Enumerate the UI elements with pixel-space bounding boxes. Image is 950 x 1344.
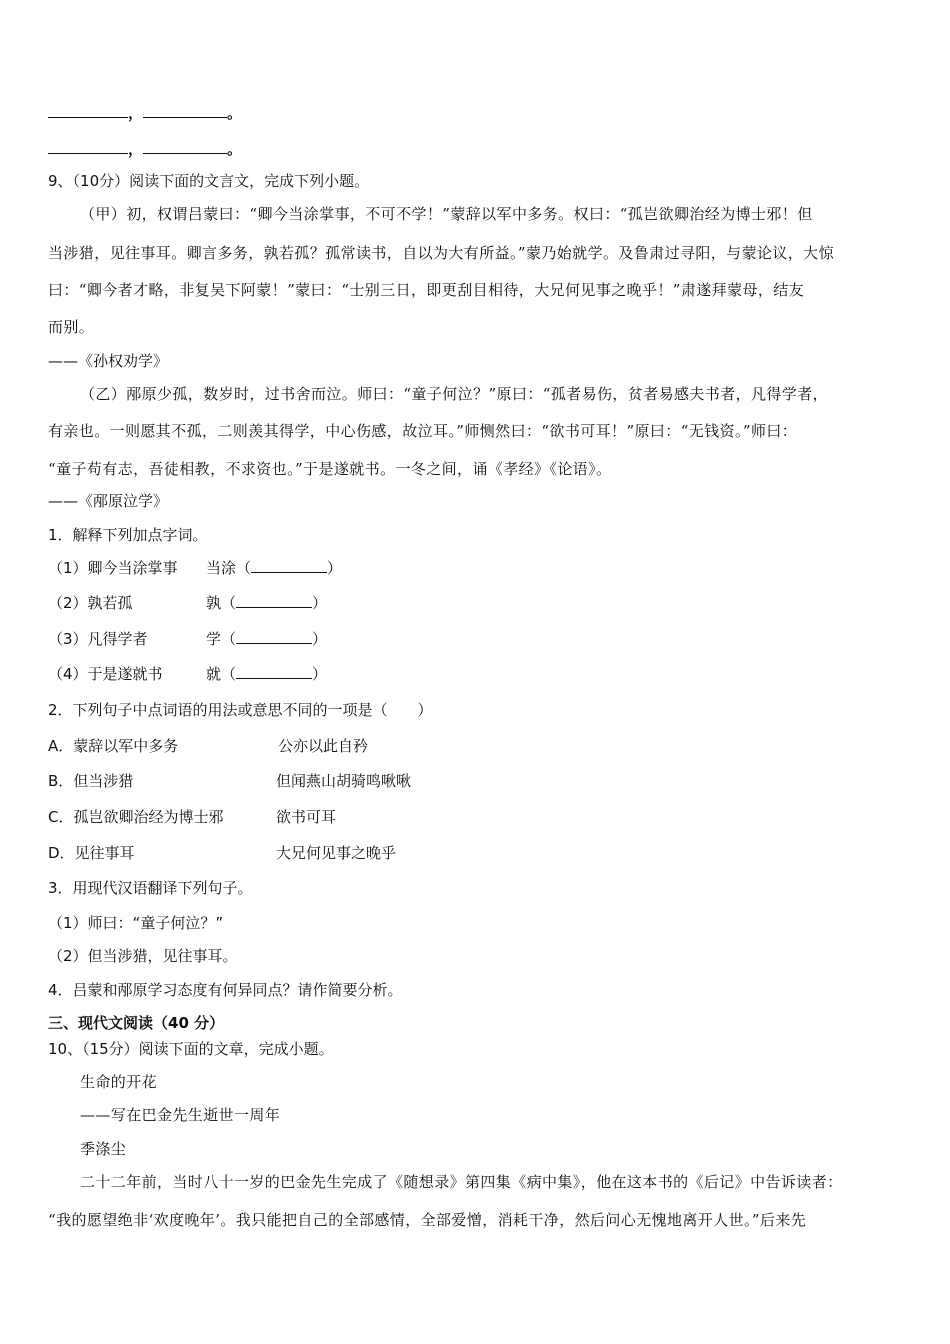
answer-blank[interactable] <box>48 153 128 154</box>
answer-blank[interactable] <box>251 572 327 573</box>
passage-jia-line: 曰：“卿今者才略，非复吴下阿蒙！”蒙曰：“士别三日，即更刮目相待，大兄何见事之晚乎！”肃遂拜蒙母，结友 <box>48 281 805 299</box>
sub1-item-no: （2）孰若孤 <box>48 594 133 612</box>
sub3-title: 3．用现代汉语翻译下列句子。 <box>48 879 253 897</box>
sub1-item-no: （3）凡得学者 <box>48 630 148 648</box>
option-c[interactable]: C．孤岂欲卿治经为博士邪 <box>48 808 224 826</box>
passage-yi-source: ——《邴原泣学》 <box>48 492 169 510</box>
article-title: 生命的开花 <box>80 1073 158 1091</box>
passage-jia-source: ——《孙权劝学》 <box>48 352 169 370</box>
article-body-line: 二十二年前，当时八十一岁的巴金先生完成了《随想录》第四集《病中集》，他在这本书的《后记》中告诉读者： <box>80 1173 843 1191</box>
article-body-line: “我的愿望绝非‘欢度晚年’。我只能把自己的全部感情，全部爱憎，消耗干净，然后问心无愧地离开人世。”后来先 <box>48 1211 807 1229</box>
article-author: 季涤尘 <box>80 1140 127 1158</box>
sub1-title: 1．解释下列加点字词。 <box>48 526 208 544</box>
option-d-pair: 大兄何见事之晚乎 <box>276 844 397 862</box>
answer-blank[interactable] <box>48 117 128 118</box>
passage-yi-line: “童子苟有志，吾徒相教，不求资也。”于是遂就书。一冬之间，诵《孝经》《论语》。 <box>48 460 612 478</box>
sub1-item-answer: 学（ ） <box>206 630 328 648</box>
option-d[interactable]: D．见往事耳 <box>48 844 135 862</box>
answer-blank[interactable] <box>236 678 312 679</box>
sub4-title: 4．吕蒙和邴原学习态度有何异同点？请作简要分析。 <box>48 981 403 999</box>
passage-jia-line: 当涉猎，见往事耳。卿言多务，孰若孤？孤常读书，自以为大有所益。”蒙乃始就学。及鲁肃过寻阳，与蒙论议，大惊 <box>48 244 834 262</box>
sub1-item-answer: 就（ ） <box>206 665 328 683</box>
passage-jia-line: 而别。 <box>48 318 95 336</box>
passage-yi-line: 有亲也。一则愿其不孤，二则羡其得学，中心伤感，故泣耳。”师恻然曰：“欲书可耳！”原曰：“无钱资。”师曰： <box>48 422 798 440</box>
option-b[interactable]: B．但当涉猎 <box>48 772 134 790</box>
article-subtitle: ——写在巴金先生逝世一周年 <box>80 1106 281 1124</box>
passage-jia-line: （甲）初，权谓吕蒙曰：“卿今当涂掌事，不可不学！”蒙辞以军中多务。权曰：“孤岂欲卿治经为博士邪！但 <box>80 205 813 223</box>
option-a[interactable]: A．蒙辞以军中多务 <box>48 737 179 755</box>
answer-blank[interactable] <box>143 153 227 154</box>
sub1-item-answer: 当涂（ ） <box>206 559 343 577</box>
section-title: 三、现代文阅读（40 分） <box>48 1014 225 1032</box>
sub1-item-answer: 孰（ ） <box>206 594 328 612</box>
option-b-pair: 但闻燕山胡骑鸣啾啾 <box>276 772 412 790</box>
sub3-item: （2）但当涉猎，见往事耳。 <box>48 947 238 965</box>
passage-yi-line: （乙）邴原少孤，数岁时，过书舍而泣。师曰：“童子何泣？”原曰：“孤者易伤，贫者易感夫书者，凡得学者， <box>80 385 829 403</box>
sub1-item-no: （1）卿今当涂掌事 <box>48 559 178 577</box>
answer-blank[interactable] <box>236 643 312 644</box>
answer-blank[interactable] <box>236 607 312 608</box>
sub3-item: （1）师曰：“童子何泣？” <box>48 914 224 932</box>
sub1-item-no: （4）于是遂就书 <box>48 665 163 683</box>
answer-blank-line-1: ， 。 <box>48 103 242 123</box>
q9-header: 9、（10分）阅读下面的文言文，完成下列小题。 <box>48 172 370 190</box>
answer-blank-line-2: ， 。 <box>48 139 242 159</box>
option-c-pair: 欲书可耳 <box>276 808 337 826</box>
option-a-pair: 公亦以此自矜 <box>278 737 369 755</box>
sub2-title: 2．下列句子中点词语的用法或意思不同的一项是（ ） <box>48 701 433 719</box>
q10-header: 10、（15分）阅读下面的文章，完成小题。 <box>48 1040 334 1058</box>
answer-blank[interactable] <box>143 117 227 118</box>
